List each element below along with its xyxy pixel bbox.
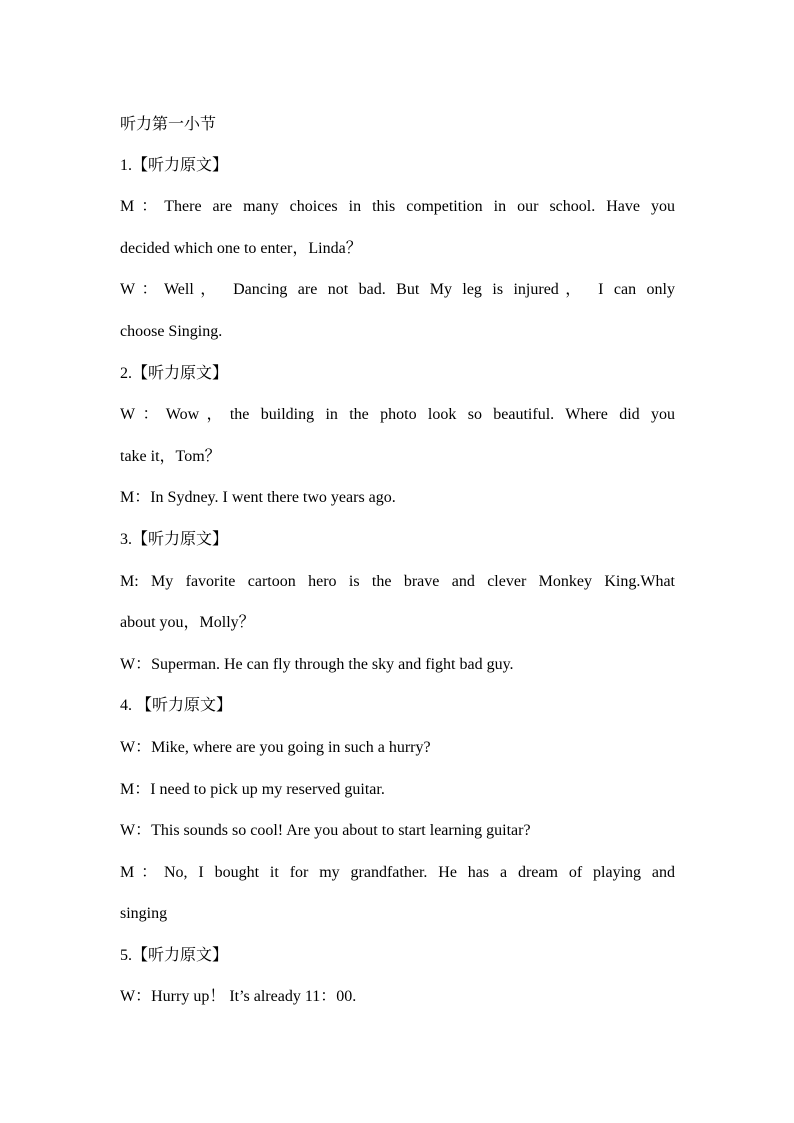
item-2-line-1: W：Wow，the building in the photo look so beautiful. Where did you bbox=[120, 406, 675, 424]
item-2-line-2: take it，Tom？ bbox=[120, 447, 221, 465]
item-1-line-1: M：There are many choices in this competition in our school. Have you bbox=[120, 198, 675, 216]
item-4-line-1: W：Mike, where are you going in such a hurry? bbox=[120, 738, 431, 756]
item-1-line-3: W：Well， Dancing are not bad. But My leg is injured， I can only bbox=[120, 281, 675, 299]
item-5-heading: 5.【听力原文】 bbox=[120, 946, 229, 964]
item-2-line-3: M：In Sydney. I went there two years ago. bbox=[120, 489, 396, 507]
item-3-line-1: M: My favorite cartoon hero is the brave and clever Monkey King.What bbox=[120, 572, 675, 590]
document-body bbox=[120, 103, 675, 1018]
item-1-line-4: choose Singing. bbox=[120, 322, 223, 340]
item-1-heading: 1.【听力原文】 bbox=[120, 156, 229, 174]
item-2-heading: 2.【听力原文】 bbox=[120, 364, 229, 382]
item-3-line-2: about you，Molly？ bbox=[120, 614, 255, 632]
item-3-line-3: W：Superman. He can fly through the sky and fight bad guy. bbox=[120, 655, 514, 673]
item-3-heading: 3.【听力原文】 bbox=[120, 530, 229, 548]
item-4-heading: 4. 【听力原文】 bbox=[120, 697, 233, 715]
item-4-line-4: M：No, I bought it for my grandfather. He has a dream of playing and bbox=[120, 863, 675, 881]
item-4-line-2: M：I need to pick up my reserved guitar. bbox=[120, 780, 385, 798]
item-4-line-5: singing bbox=[120, 905, 168, 923]
item-1-line-2: decided which one to enter，Linda？ bbox=[120, 239, 362, 257]
item-5-line-1: W：Hurry up！ It’s already 11：00. bbox=[120, 988, 357, 1006]
item-4-line-3: W：This sounds so cool! Are you about to start learning guitar? bbox=[120, 822, 531, 840]
section-title: 听力第一小节 bbox=[120, 114, 217, 133]
